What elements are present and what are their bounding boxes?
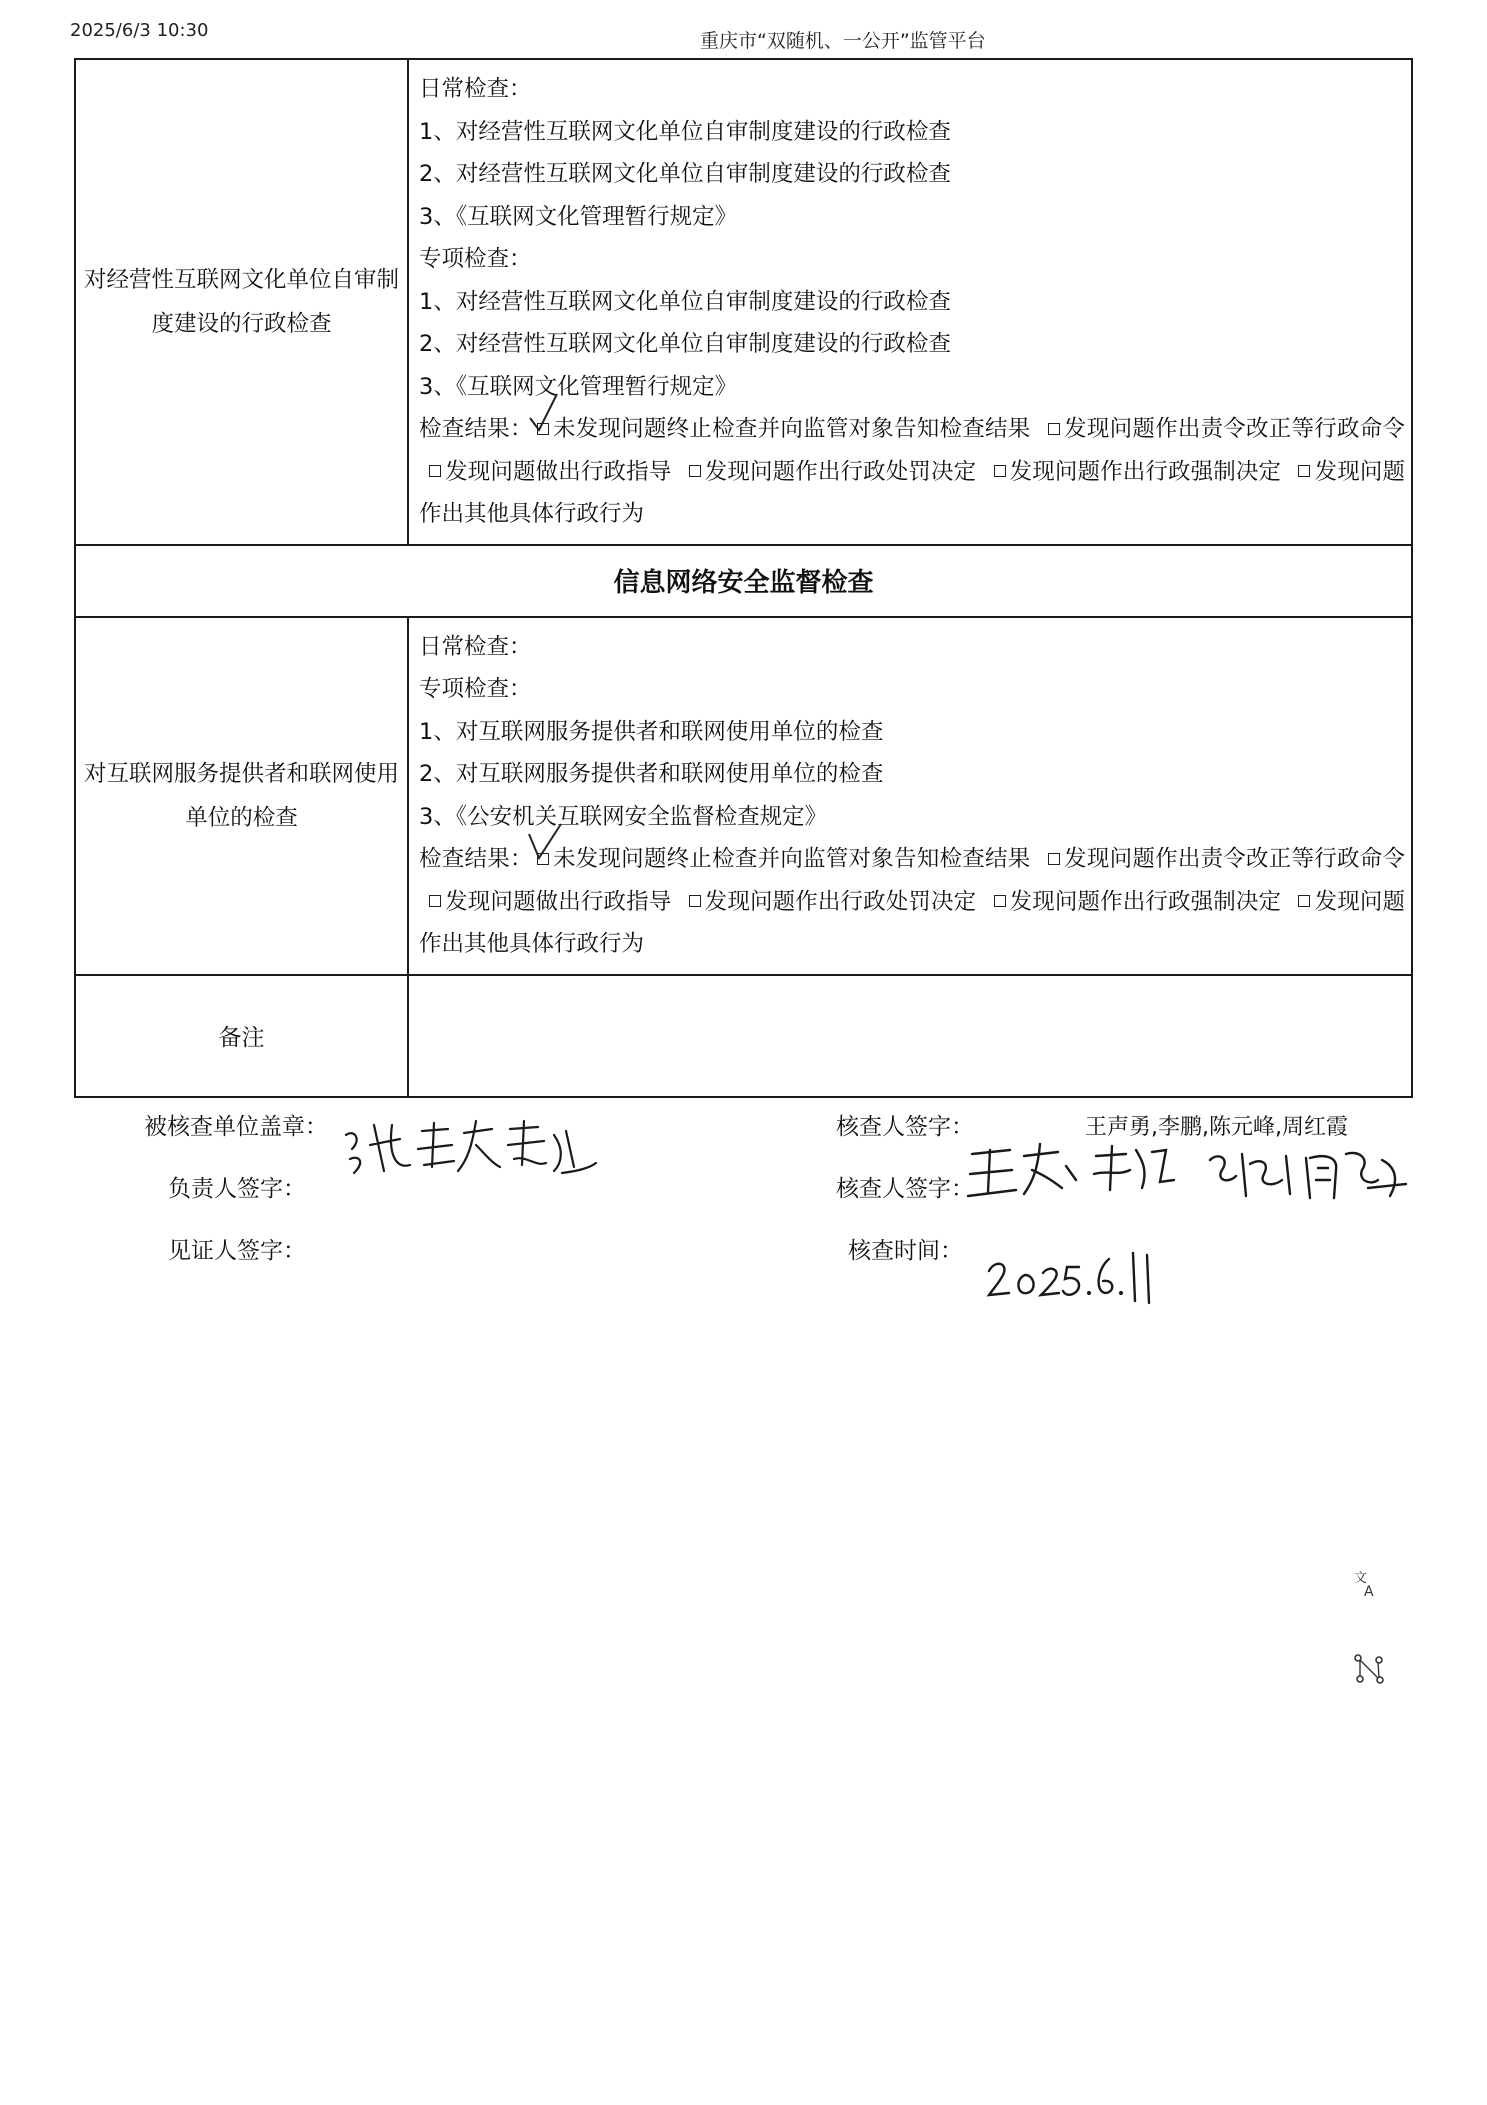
daily-item: 2、对经营性互联网文化单位自审制度建设的行政检查 [419,161,951,187]
remark-row [75,975,1412,1097]
inspection-item-name: 对互联网服务提供者和联网使用单位的检查 [75,617,408,975]
result-checkbox [689,465,701,477]
platform-title: 重庆市“双随机、一公开”监管平台 [700,30,986,52]
result-option: 未发现问题终止检查并向监管对象告知检查结果 [552,846,1031,872]
result-checkbox [1298,465,1310,477]
special-item: 1、对经营性互联网文化单位自审制度建设的行政检查 [419,288,951,315]
print-datetime: 2025/6/3 10:30 [70,20,209,41]
result-option: 发现问题作出其他具体行政行为 [419,888,1405,957]
inspection-item-name: 对经营性互联网文化单位自审制度建设的行政检查 [75,59,408,545]
check-result-label: 检查结果： [419,416,533,442]
inspector-signature-label: 核查人签字： [836,1114,974,1140]
inspection-table [74,58,1413,1098]
svg-text:文: 文 [1354,1571,1368,1586]
table-row [75,59,1412,545]
daily-item: 3、《互联网文化管理暂行规定》 [419,203,738,230]
result-option: 发现问题做出行政指导 [445,458,672,485]
special-item: 1、对互联网服务提供者和联网使用单位的检查 [419,718,884,745]
check-time-label: 核查时间： [848,1238,963,1264]
handwritten-check-mark-icon [527,822,567,866]
inspector-signature-label-2: 核查人签字： [836,1176,974,1202]
daily-check-label: 日常检查： [419,633,532,660]
result-option: 发现问题作出其他具体行政行为 [419,458,1405,527]
table-row [75,617,1412,975]
inspector-handwritten-signatures [966,1140,1436,1220]
result-option: 发现问题作出行政强制决定 [1009,458,1282,485]
responsible-signature-label: 负责人签字： [168,1176,306,1202]
result-checkbox [1048,853,1060,865]
special-check-label: 专项检查： [419,676,532,702]
result-option: 发现问题作出责令改正等行政命令 [1063,846,1405,872]
section-title: 信息网络安全监督检查 [75,545,1412,617]
remark-label: 备注 [75,975,408,1097]
inspector-names: 王声勇,李鹏,陈元峰,周红霞 [1085,1115,1348,1140]
special-check-label: 专项检查： [419,246,532,272]
result-checkbox [429,465,441,477]
special-item: 3、《公安机关互联网安全监督检查规定》 [419,803,828,830]
graph-nodes-icon[interactable] [1352,1652,1386,1692]
result-option: 未发现问题终止检查并向监管对象告知检查结果 [552,416,1031,442]
result-option: 发现问题作出行政处罚决定 [704,458,977,485]
inspection-detail [408,59,1412,545]
section-row [75,545,1412,617]
result-checkbox [1298,895,1310,907]
check-time-handwritten [985,1245,1155,1309]
result-checkbox [994,895,1006,907]
result-checkbox [429,895,441,907]
special-item: 2、对经营性互联网文化单位自审制度建设的行政检查 [419,331,951,357]
result-checkbox [1048,423,1060,435]
check-result [419,408,1405,536]
result-checkbox [689,895,701,907]
result-option: 发现问题作出责令改正等行政命令 [1063,416,1405,442]
daily-check-label: 日常检查： [419,76,532,102]
result-option: 发现问题作出行政处罚决定 [704,888,977,915]
remark-value [408,975,1412,1097]
special-item: 3、《互联网文化管理暂行规定》 [419,373,738,400]
unit-seal-label: 被核查单位盖章： [144,1114,328,1140]
witness-signature-label: 见证人签字： [168,1238,306,1264]
daily-item: 1、对经营性互联网文化单位自审制度建设的行政检查 [419,118,951,145]
result-option: 发现问题作出行政强制决定 [1009,888,1282,915]
check-result [419,838,1405,966]
check-result-label: 检查结果： [419,846,533,872]
handwritten-check-mark-icon [527,392,567,436]
result-option: 发现问题做出行政指导 [445,888,672,915]
inspection-detail [408,617,1412,975]
responsible-handwritten-signature [340,1115,600,1185]
translate-icon[interactable] [1352,1568,1382,1606]
special-item: 2、对互联网服务提供者和联网使用单位的检查 [419,761,884,787]
svg-text:A: A [1364,1584,1374,1600]
result-checkbox [994,465,1006,477]
